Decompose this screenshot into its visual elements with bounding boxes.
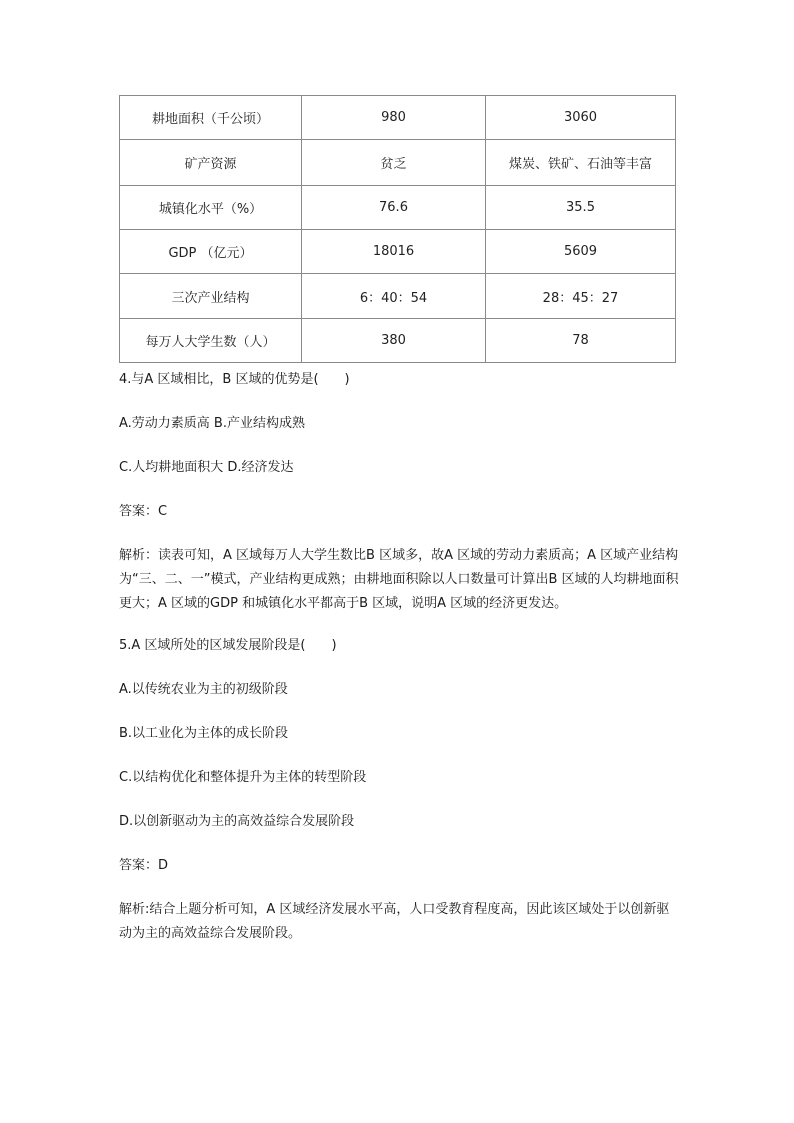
q5-option-a: A.以传统农业为主的初级阶段 (119, 682, 288, 697)
region-comparison-table (119, 95, 676, 363)
q5-option-b: B.以工业化为主体的成长阶段 (119, 726, 289, 741)
q5-analysis: 解析:结合上题分析可知，A 区域经济发展水平高，人口受教育程度高，因此该区域处于以创新驱动为主的高效益综合发展阶段。 (119, 902, 670, 941)
region-b-value: 5609 (486, 230, 676, 274)
q4-analysis: 解析：读表可知，A 区域每万人大学生数比B 区域多，故A 区域的劳动力素质高；A 区域产业结构为“三、二、一”模式，产业结构更成熟；由耕地面积除以人口数量可计算出B 区域的人均耕地面积更大；A 区域的GDP 和城镇化水平都高于B 区域，说明A 区域的经济更发达。 (119, 548, 679, 611)
q5-option-c: C.以结构优化和整体提升为主体的转型阶段 (119, 770, 367, 785)
region-a-value: 贫乏 (302, 140, 486, 186)
region-a-value: 6：40：54 (302, 274, 486, 319)
table-row (120, 274, 676, 319)
row-label: 三次产业结构 (120, 274, 302, 319)
question-5: 5.A 区域所处的区域发展阶段是( ) (119, 638, 337, 653)
row-label: 耕地面积（千公顷） (120, 96, 302, 140)
table-row (120, 319, 676, 363)
region-a-value: 980 (302, 96, 486, 140)
row-label: 矿产资源 (120, 140, 302, 186)
row-label: 城镇化水平（%） (120, 186, 302, 230)
question-4: 4.与A 区域相比，B 区域的优势是( ) (119, 372, 350, 387)
q4-answer: 答案：C (119, 504, 168, 519)
table-row (120, 96, 676, 140)
q5-answer: 答案：D (119, 858, 169, 873)
row-label: 每万人大学生数（人） (120, 319, 302, 363)
region-b-value: 3060 (486, 96, 676, 140)
region-b-value: 煤炭、铁矿、石油等丰富 (486, 140, 676, 186)
q5-option-d: D.以创新驱动为主的高效益综合发展阶段 (119, 814, 355, 829)
region-b-value: 28：45：27 (486, 274, 676, 319)
table-row (120, 230, 676, 274)
region-a-value: 18016 (302, 230, 486, 274)
q4-options-ab: A.劳动力素质高 B.产业结构成熟 (119, 416, 305, 431)
region-a-value: 76.6 (302, 186, 486, 230)
region-b-value: 35.5 (486, 186, 676, 230)
region-a-value: 380 (302, 319, 486, 363)
table-row (120, 186, 676, 230)
table-row (120, 140, 676, 186)
region-b-value: 78 (486, 319, 676, 363)
row-label: GDP （亿元） (120, 230, 302, 274)
q4-options-cd: C.人均耕地面积大 D.经济发达 (119, 460, 294, 475)
question-section (119, 370, 681, 946)
